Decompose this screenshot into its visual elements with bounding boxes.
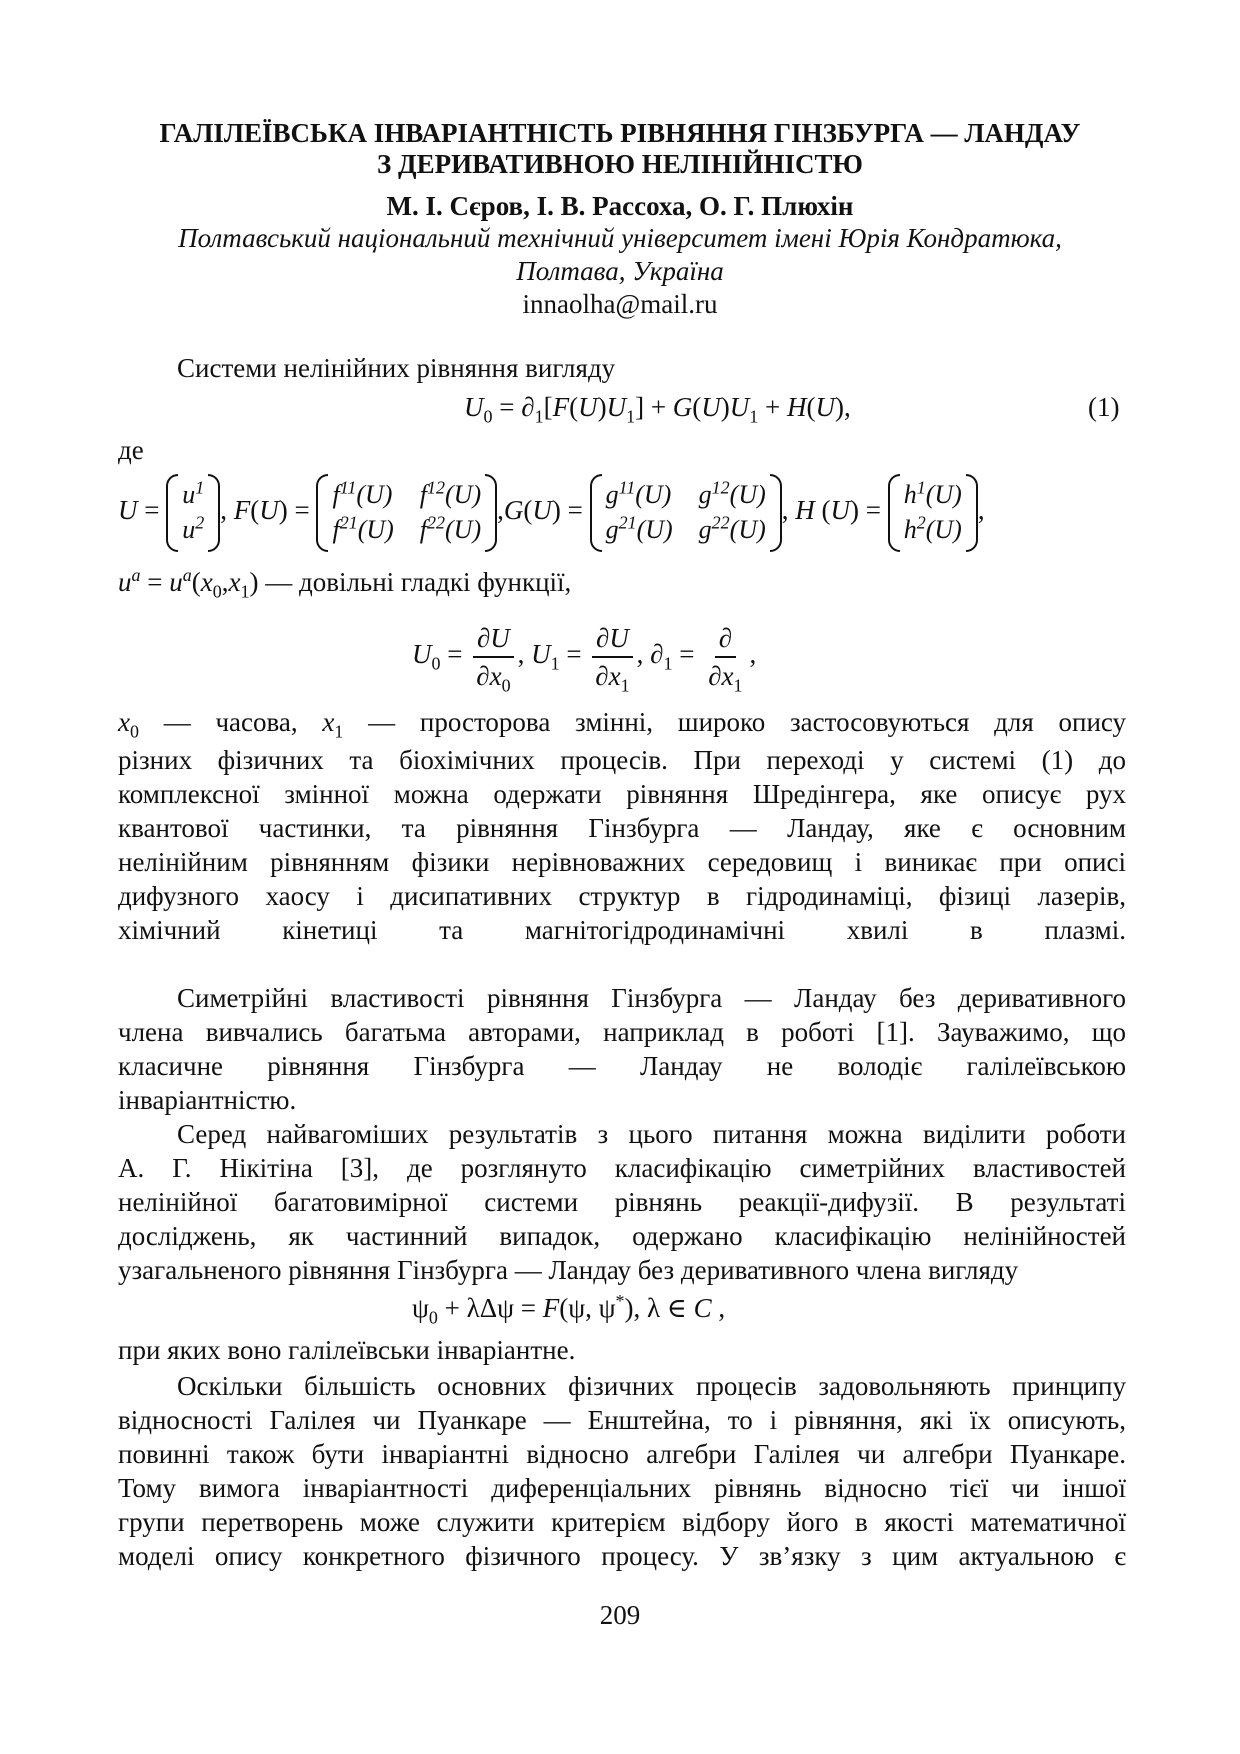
matrix-definitions: U = $u^1$ $u^2$ , F(U) = $f^{11}(U)$ $f^{12}(U)$ $f^{21}(U)$ $f^{22}(U)$ ,G(U) = $g^{11}(U)$ $g^{12}(U)$ $g^{21}(U)$ $g^{22}(U)$ , H (U) = $h^1(U)$ $h^2(U)$ ,	[118, 470, 985, 552]
matrix-g: $g^{11}(U)$ $g^{12}(U)$ $g^{21}(U)$ $g^{22}(U)$	[590, 474, 782, 552]
derivative-definitions: $U_0$ = $\frac{\partial U}{\partial x_0}$ , $U_1$ = $\frac{\partial U}{\partial x_1}$ , $\partial_1$ = $\frac{\partial}{\partial x_1}$ ,	[412, 612, 756, 696]
equation-1: $U_0 = \partial_1[F(U)U_1] + G(U)U_1 + H(U)$,	[464, 392, 851, 427]
p4-line-3: повинні також бути інваріантні відносно алгебри Галілея чи алгебри Пуанкаре.	[118, 1439, 1126, 1469]
p2-line-3: класичне рівняння Гінзбурга — Ландау не володіє галілеївською	[118, 1051, 1126, 1081]
affiliation	[110, 222, 1130, 288]
p3-line-2: А. Г. Нікітіна [3], де розглянуто класифікацію симетрійних властивостей	[118, 1153, 1126, 1183]
p4-line-2: відносності Галілея чи Пуанкаре — Енштейна, то і рівняння, які їх описують,	[118, 1405, 1126, 1435]
authors: М. І. Сєров, І. В. Рассоха, О. Г. Плюхін	[386, 191, 854, 221]
p3-line-3: нелінійної багатовимірної системи рівнянь реакції-дифузії. В результаті	[118, 1187, 1126, 1217]
p2-line-1: Симетрійні властивості рівняння Гінзбурга — Ландау без деривативного	[177, 983, 1126, 1013]
p1-line-5: нелінійним рівнянням фізики нерівноважних середовищ і виникає при описі	[118, 847, 1126, 877]
p1-line-7: хімічний кінетиці та магнітогідродинамічні хвилі в плазмі.	[118, 915, 1126, 945]
ua-definition-text: — довільні гладкі функції,	[265, 567, 572, 597]
ua-definition: $u^a = u^a(x_0,x_1)$ — довільні гладкі функції,	[118, 565, 572, 602]
title-line-1: ГАЛІЛЕЇВСЬКА ІНВАРІАНТНІСТЬ РІВНЯННЯ ГІНЗБУРГА — ЛАНДАУ	[159, 118, 1081, 148]
equation-1-number: (1)	[1088, 392, 1120, 422]
matrix-h: $h^1(U)$ $h^2(U)$	[888, 474, 978, 552]
equation-psi: $\psi_0 + \lambda\Delta\psi = F(\psi$, ψ*), λ ∈ C ,	[412, 1291, 726, 1328]
p1-line-4: квантової частинки, та рівняння Гінзбурга — Ландау, яке є основним	[118, 813, 1126, 843]
p4-line-6: моделі опису конкретного фізичного процесу. У зв’язку з цим актуальною є	[118, 1541, 1126, 1571]
matrix-f: $f^{11}(U)$ $f^{12}(U)$ $f^{21}(U)$ $f^{22}(U)$	[316, 474, 497, 552]
p3-line-5: узагальненого рівняння Гінзбурга — Ландау без деривативного члена вигляду	[118, 1255, 1019, 1285]
title-line-2: З ДЕРИВАТИВНОЮ НЕЛІНІЙНІСТЮ	[377, 149, 863, 179]
p4-line-4: Тому вимога інваріантності диференціальних рівнянь відносно тієї чи іншої	[118, 1473, 1126, 1503]
de-word: де	[118, 435, 144, 465]
p3-line-1: Серед найвагоміших результатів з цього питання можна виділити роботи	[177, 1119, 1126, 1149]
p4-line-1: Оскільки більшість основних фізичних процесів задовольняють принципу	[177, 1371, 1126, 1401]
affiliation-line-1: Полтавський національний технічний університет імені Юрія Кондратюка,	[178, 223, 1062, 253]
p2-line-2: члена вивчались багатьма авторами, наприклад в роботі [1]. Зауважимо, що	[118, 1017, 1126, 1047]
p1-line-1: $x_0$ — часова, $x_1$ — просторова змінні, широко застосовуються для опису	[118, 707, 1127, 742]
p4-line-5: групи перетворень може служити критерієм відбору його в якості математичної	[118, 1507, 1126, 1537]
page-number: 209	[599, 1600, 641, 1630]
p1-line-2: різних фізичних та біохімічних процесів. При переході у системі (1) до	[118, 745, 1126, 775]
paper-title	[110, 118, 1130, 180]
p1-line-3: комплексної змінної можна одержати рівняння Шредінгера, яке описує рух	[118, 779, 1126, 809]
author-email: innaolha@mail.ru	[522, 289, 718, 319]
intro-text: Системи нелінійних рівняння вигляду	[177, 353, 616, 383]
p3-line-4: досліджень, як частинний випадок, одержано класифікацію нелінійностей	[118, 1221, 1126, 1251]
matrix-u: $u^1$ $u^2$	[166, 474, 220, 552]
p2-line-4: інваріантністю.	[118, 1085, 297, 1115]
affiliation-line-2: Полтава, Україна	[516, 256, 724, 286]
after-equation-text: при яких воно галілеївськи інваріантне.	[118, 1335, 576, 1365]
p1-line-6: дифузного хаосу і дисипативних структур в гідродинаміці, фізиці лазерів,	[118, 881, 1126, 911]
